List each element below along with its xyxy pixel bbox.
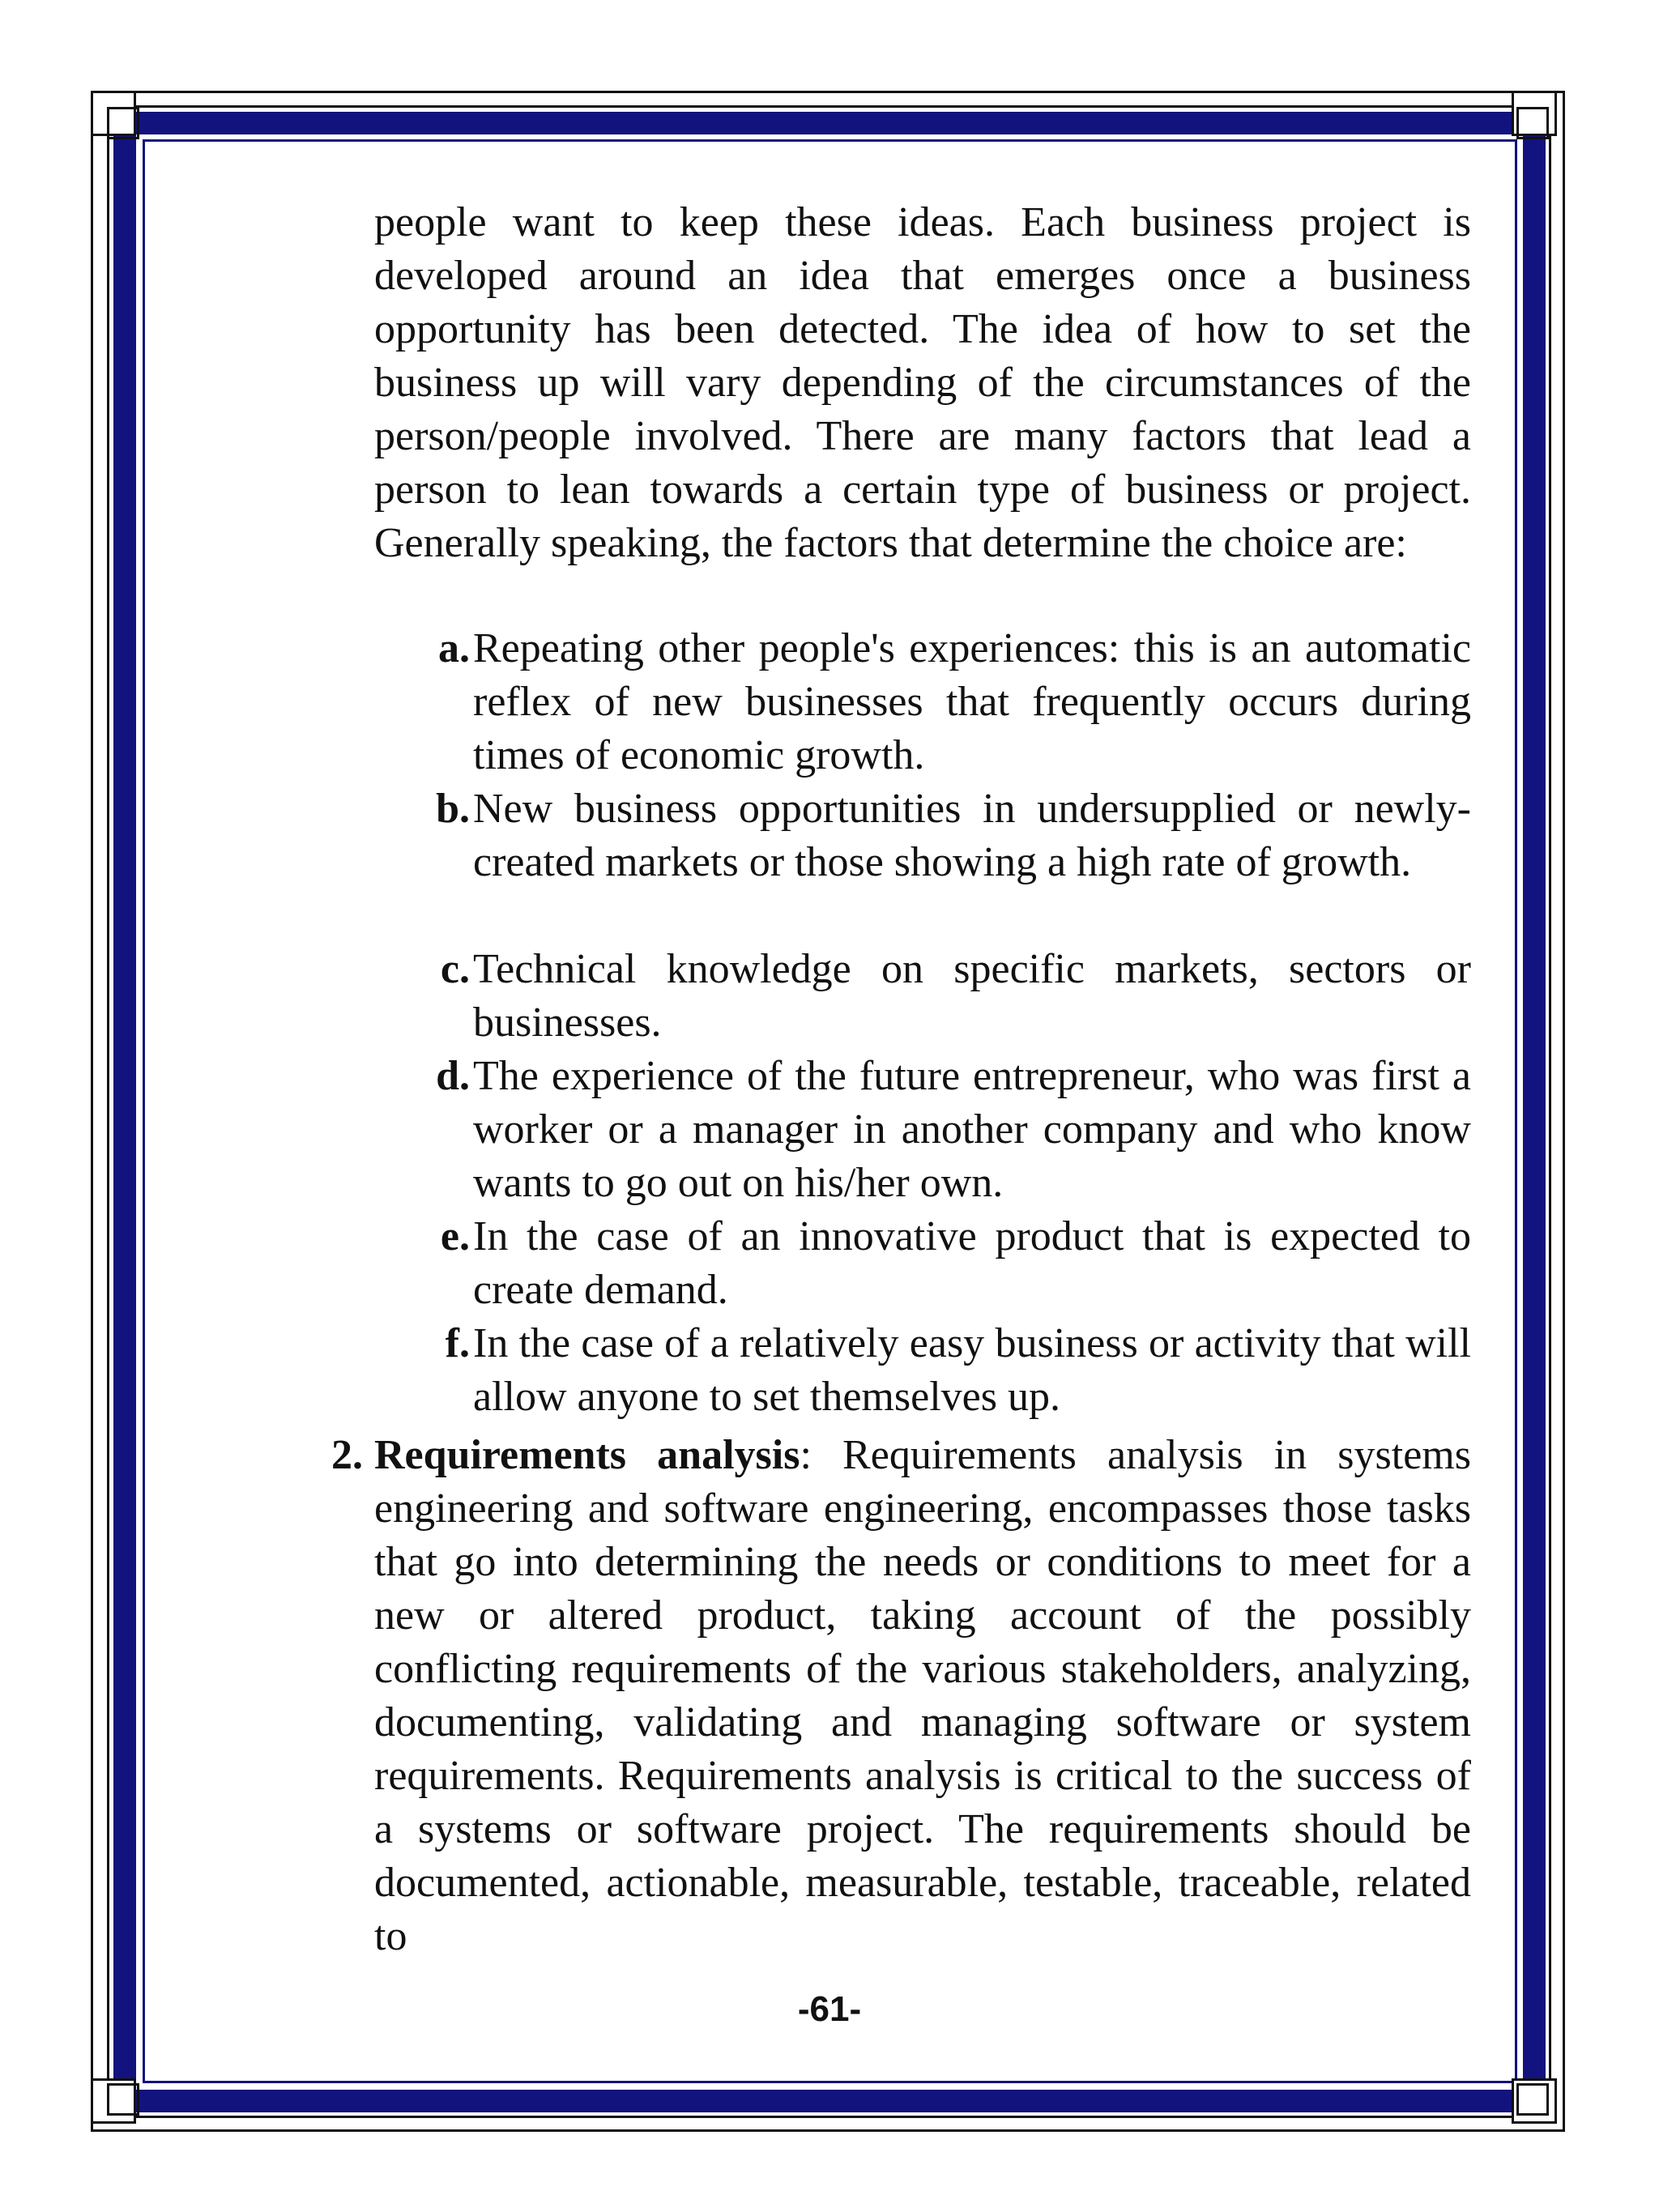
- list-marker: e.: [440, 1213, 470, 1259]
- list-marker: f.: [445, 1320, 470, 1366]
- list-marker: a.: [438, 625, 470, 671]
- list-marker: b.: [436, 786, 470, 832]
- section-text: [374, 1429, 1471, 1963]
- list-item-text: In the case of a relatively easy business or activity that will allow anyone to set themselves up.: [473, 1320, 1471, 1420]
- corner-ornament-top-right: [1512, 91, 1565, 144]
- corner-ornament-top-left: [91, 91, 144, 144]
- section-heading: Requirements analysis: [374, 1432, 800, 1478]
- list-item-text: Repeating other people's experiences: this is an automatic reflex of new businesses that frequently occurs during times of economic growth.: [473, 625, 1471, 778]
- list-item-text: In the case of an innovative product that is expected to create demand.: [473, 1213, 1471, 1313]
- list-item-text: New business opportunities in undersupplied or newly-created markets or those showing a high rate of growth.: [473, 786, 1471, 885]
- section-body-text: : Requirements analysis in systems engineering and software engineering, encompasses those tasks that go into determining the needs or conditions to meet for a new or altered product, taking account of the possibly conflicting requirements of the various stakeholders, analyzing, documenting, validating and managing software or system requirements. Requirements analysis is critical to the success of a systems or software project. The requirements should be documented, actionable, measurable, testable, traceable, related to: [374, 1432, 1471, 1959]
- list-marker: c.: [440, 946, 470, 992]
- page-number: -61-: [797, 1989, 862, 2029]
- list-marker: d.: [436, 1053, 470, 1099]
- list-item-text: The experience of the future entrepreneur, who was first a worker or a manager in another company and who know wants to go out on his/her own.: [473, 1053, 1471, 1206]
- list-item-text: Technical knowledge on specific markets, sectors or businesses.: [473, 946, 1471, 1046]
- section-number: 2.: [331, 1432, 363, 1478]
- corner-ornament-bottom-right: [1512, 2078, 1565, 2132]
- corner-ornament-bottom-left: [91, 2078, 144, 2132]
- intro-paragraph: people want to keep these ideas. Each business project is developed around an idea that emerges once a business opportunity has been detected. The idea of how to set the business up will vary depending of the circumstances of the person/people involved. There are many factors that lead a person to lean towards a certain type of business or project. Generally speaking, the factors that determine the choice are:: [374, 199, 1471, 566]
